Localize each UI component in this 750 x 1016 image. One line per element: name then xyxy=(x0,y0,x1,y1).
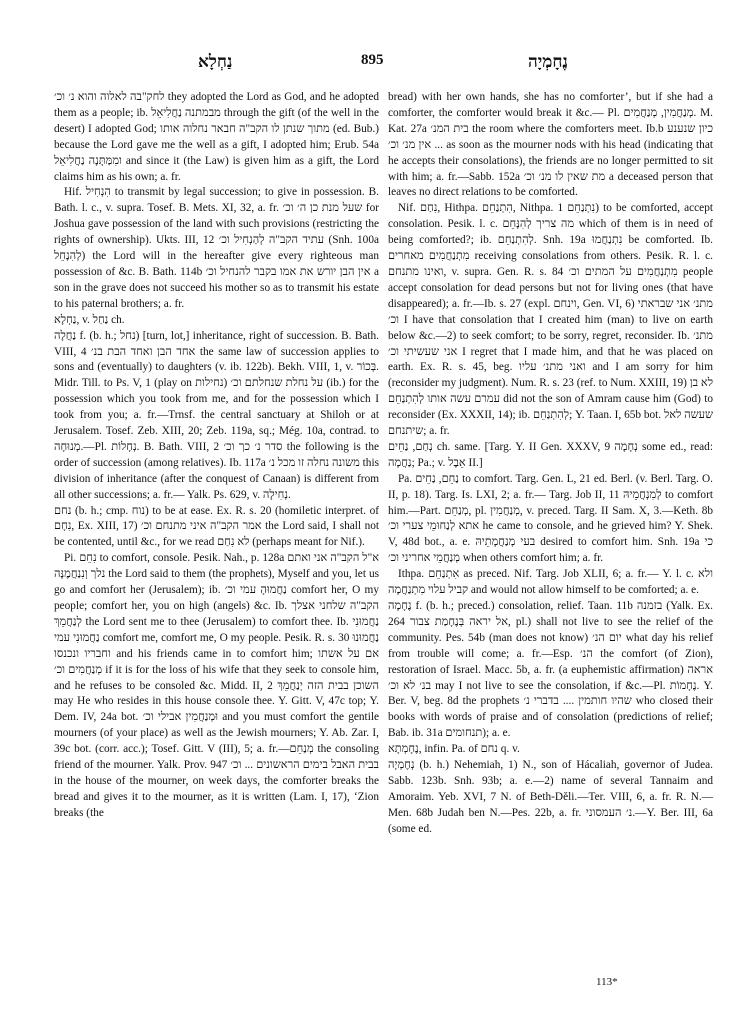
entry-nacham-ch: נְחַם, נַחֵים ch. same. [Targ. Y. II Gen. XXXV, 9 נְחָמָה some ed., read: נַחֲמָה; Pa.; v. אֵבֶל II.] xyxy=(388,440,713,469)
entry-nechamah: נֶחָמָה f. (b. h.; preced.) consolation, relief. Taan. 11b בזמנה (Yalk. Ex. 264 אל יראה בְּנֶחָמַת צבור, pl.) shall not live to see the relief of the community. Pes. 54b (man does not know) יום הנ׳ what day his relief from trouble will come; a. fr.—Esp. הנ׳ the comfort (of Zion), restoration of Israel. Macc. 5b, a. fr. (a euphemistic affirmation) אראה בנ׳ לא וכ׳ may I not live to see the consolation, if &c.—Pl. נֶחָמוֹת. Y. Ber. V, beg. 8d the prophets שהיו חותמין .... בדברי נ׳ who closed their books with words of praise and of consolation (predictions of relief; Bab. ib. 31a תנחומים); a. e. xyxy=(388,600,714,740)
entry-nacham: נחם (b. h.; cmp. נוח) to be at ease. Ex. R. s. 20 (homiletic interpret. of נִחָם, Ex. XIII, 17) אמר הקב"ה איני מתנחם וכ׳ the Lord said, I shall not be contented, until &c., for we read לא נִחַם (perhaps meant for Nif.). xyxy=(54,504,380,549)
signature-mark: 113* xyxy=(596,976,618,988)
entry-paragraph: Hif. הִנְחִיל to transmit by legal succession; to give in possession. B. Bath. l. c., v. supra. Tosef. B. Mets. XI, 32, a. fr. שעל מנת כן ה׳ וכ׳ for Joshua gave possession of the land with such provisions (restricting the rights of ownership). Ukts. III, 12 עתיד הקב"ה לְהַנְחִיל וכ׳ (Snh. 100a לְהִנָחֵל) the Lord will in the hereafter give every righteous man possession of &c. B. Bath. 114b אין הבן יורש את אמו בקבר להנחיל וכ׳ a son in the grave does not succeed his mother so as to transmit his estate to his paternal brothers; a. fr. xyxy=(54,186,379,310)
entry-nechamta: נֶחָמְתָא, infin. Pa. of נחם q. v. xyxy=(388,743,520,756)
page-header xyxy=(0,52,750,76)
running-head-left: נַחְלָא xyxy=(198,52,233,71)
entry-paragraph: Ithpa. אִתְנַחֵם as preced. Nif. Targ. Job XLII, 6; a. fr.— Y. l. c. ולא קביל עלוי מִתְנַחֲמָה and would not allow himself to be comforted; a. e. xyxy=(388,568,713,597)
entry-paragraph: Pa. נַחֵם, נַחֵים to comfort. Targ. Gen. L, 21 ed. Berl. (v. Berl. Targ. O. II, p. 18). Targ. Is. LXI, 2; a. fr.— Targ. Job II, 11 לְמִנְחֲמֵיהּ to comfort him.—Part. מְנַחֵם, pl. מְנַחֲמִין, v. preced. Targ. II Sam. X, 3.—Keth. 8b אתא לְנַחוּמֵי צערי וכ׳ he came to console, and he grieved him? Y. Shek. V, 48d bot., a. e. בעי מְנַחֲמָתֵיהּ desired to comfort him. Snh. 19a כי מְנַחֲמֵי אחריני וכ׳ when others comfort him; a. fr. xyxy=(388,472,713,565)
entry-paragraph: Pi. נִחֵם to comfort, console. Pesik. Nah., p. 128a א"ל הקב"ה אני ואתם נלך וְנִנַחֲמֶנָּה the Lord said to them (the prophets), Myself and you, let us go and comfort her (Jerusalem); ib. נַחֲמוּהָ עמי וכ׳ comfort her, O my people; comfort her, you on high (angels) &c. Ib. הקב"ה שלחני אצלך לְנַחֲמֵךְ the Lord sent me to thee (Jerusalem) to comfort thee. Ib. נַחֲמוּנִי נַחֲמוּנִי עמי comfort me, comfort me, O my people. Pesik. R. s. 30 נַחֲמוּנוּ וחבריו ונכנסו and his friends came in to comfort him; אם על אשתו מְנַחֲמִים וכ׳ if it is for the loss of his wife that they seek to console him, and he refuses to be consoled &c. Midd. II, 2 השוכן בבית הזה יְנַחֲמֵךְ may He who resides in this house console thee. Y. Gitt. V, 47c top; Y. Dem. IV, 24a bot. וּמְנַחֲמִין אבילי וכ׳ and you must comfort the gentile mourners (of your place) as well as the Jewish mourners; Y. Ab. Zar. I, 39c bot. (corr. acc.); Tosef. Gitt. V (III), 5; a. fr.—מְנַחֵם the consoling friend of the mourner. Yalk. Prov. 947 בבית האבל בימים הראשונים ... וכ׳ in the house of the mourner, on week days, the comforter breaks the bread and gives it to the mourner, as it is written (Lam. I, 17), ‘Zion breaks (the xyxy=(54,552,380,819)
left-column xyxy=(54,90,379,822)
entry-nachalah: נַחֲלָה f. (b. h.; נחל) [turn, lot,] inheritance, right of succession. B. Bath. VIII, 4 אחד הבן ואחד הבת בנ׳ the same law of succession applies to sons and (eventually) to daughters (v. ib. 122b). Bekh. VIII, 1, v. בְּכוֹר. Midr. Till. to Ps. V, 1 (play on נחילות) על נחלת שנחלתם וכ׳ (ib.) for the possession which you took from me, and for the possession which I took from you; a. fr.—Trnsf. the central sanctuary at Shiloh or at Jerusalem. Tosef. Zeb. XIII, 20; Zeb. 119a, sq.; Még. 10a, contrad. to מְנוּחָה.—Pl. נְחָלוֹת. B. Bath. VIII, 2 סדר נ׳ כך וכ׳ the following is the order of succession (among relatives). Ib. 117a משונה נחלה זו מכל נ׳ this division of inheritance (after the conquest of Canaan) is different from all other successions; a. fr.— Yalk. Ps. 629, v. נְחִילָה. xyxy=(54,329,379,501)
right-column xyxy=(388,90,713,838)
running-head-right: נֶחָמְיָה xyxy=(528,52,568,71)
entry-paragraph: לחק"בה לאלוה והוא נ׳ וכ׳ they adopted the Lord as God, and he adopted them as a people; ib. מבמתנה נַחֲלִיאֵל through the gift (of the well in the desert) I adopted God; מתוך שנתן לו הקב"ה חבאר נחלוה אותו (ed. Bub.) because the Lord gave me the well as a gift, I adopted him; Erub. 54a ומִמַּתָּנָה נַחֲלִיאֵל and since it (the Law) is given him as a gift, the Lord claims him as his own; a. fr. xyxy=(54,91,380,183)
entry-paragraph: bread) with her own hands, she has no comforter’, but if she had a comforter, the comforter would break it &c.— Pl. מְנַחֲמִין, מְנַחֲמִים. M. Kat. 27a בית המנ׳ the room where the comforters meet. Ib.b כיון שנענע ... אין מנ׳ וכ׳ as soon as the mourner nods with his head (indicating that he accepts their consolations), the friends are no longer permitted to sit with him; a. fr.—Sabb. 152a מת שאין לו מנ׳ וכ׳ a deceased person that leaves no direct relations to be comforted. xyxy=(388,91,713,199)
entry-paragraph: Nif. נִחַם, Hithpa. הִתְנַחֵם, Nithpa. נִתְנַחֵם 1) to be comforted, accept consolation. Pesik. l. c. מה צריך לְהִנָּחֵם which of them is in need of being comforted?; ib. לְהִתְנַחֵם. Snh. 19a נִתְנַחֲמוּ be comforted. Ib. מִתְנַחֲמִים מאחרים receiving consolations from others. Pesik. R. l. c. ואינו מתנחם, v. supra. Gen. R. s. 84 מִתְנַחֲמִים על המתים וכ׳ people accept consolation for dead persons but not for living ones (that have disappeared); a. fr.—Ib. s. 27 (expl. וינחם, Gen. VI, 6) מתנ׳ אני שבראתי וכ׳ I have that consolation that I created him (man) to live on earth below &c.—2) to seek comfort; to be sorry, regret, reconsider. Ib. מתנ׳ אני שעשיתי וכ׳ I regret that I made him, and that he was placed on earth. Ex. R. s. 45, beg. ואני מתנ׳ עליו and I am sorry for him (reconsider my judgment). Num. R. s. 23 (ref. to Num. XXIII, 19) לא בן עמרם עשה אותו לְהִתְנַחֵם did not the son of Amram cause him (God) to reconsider (Ex. XXXII, 14); ib. לְהִתְנַחֵם; Y. Taan. I, 65b bot. שעשה לאל שיתנחם; a. fr. xyxy=(388,202,714,438)
entry-nechemiah: נְחֶמְיָה (b. h.) Nehemiah, 1) N., son of Hácaliah, governor of Judea. Sabb. 123b. Snh. 93b; a. e.—2) name of several Tannaim and Amoraim. Yeb. XVI, 7 N. of Beth-Dĕli.—Ter. VIII, 6, a. fr. R. N.—Men. 68b Judah ben N.—Pes. 22b, a. fr. נ׳ העמסוני.—Y. Ber. III, 6a (some ed. xyxy=(388,759,713,835)
page-number: 895 xyxy=(361,52,384,68)
entry-nachla-ch: נַחְלָא, v. נַחַל ch. xyxy=(54,313,125,326)
